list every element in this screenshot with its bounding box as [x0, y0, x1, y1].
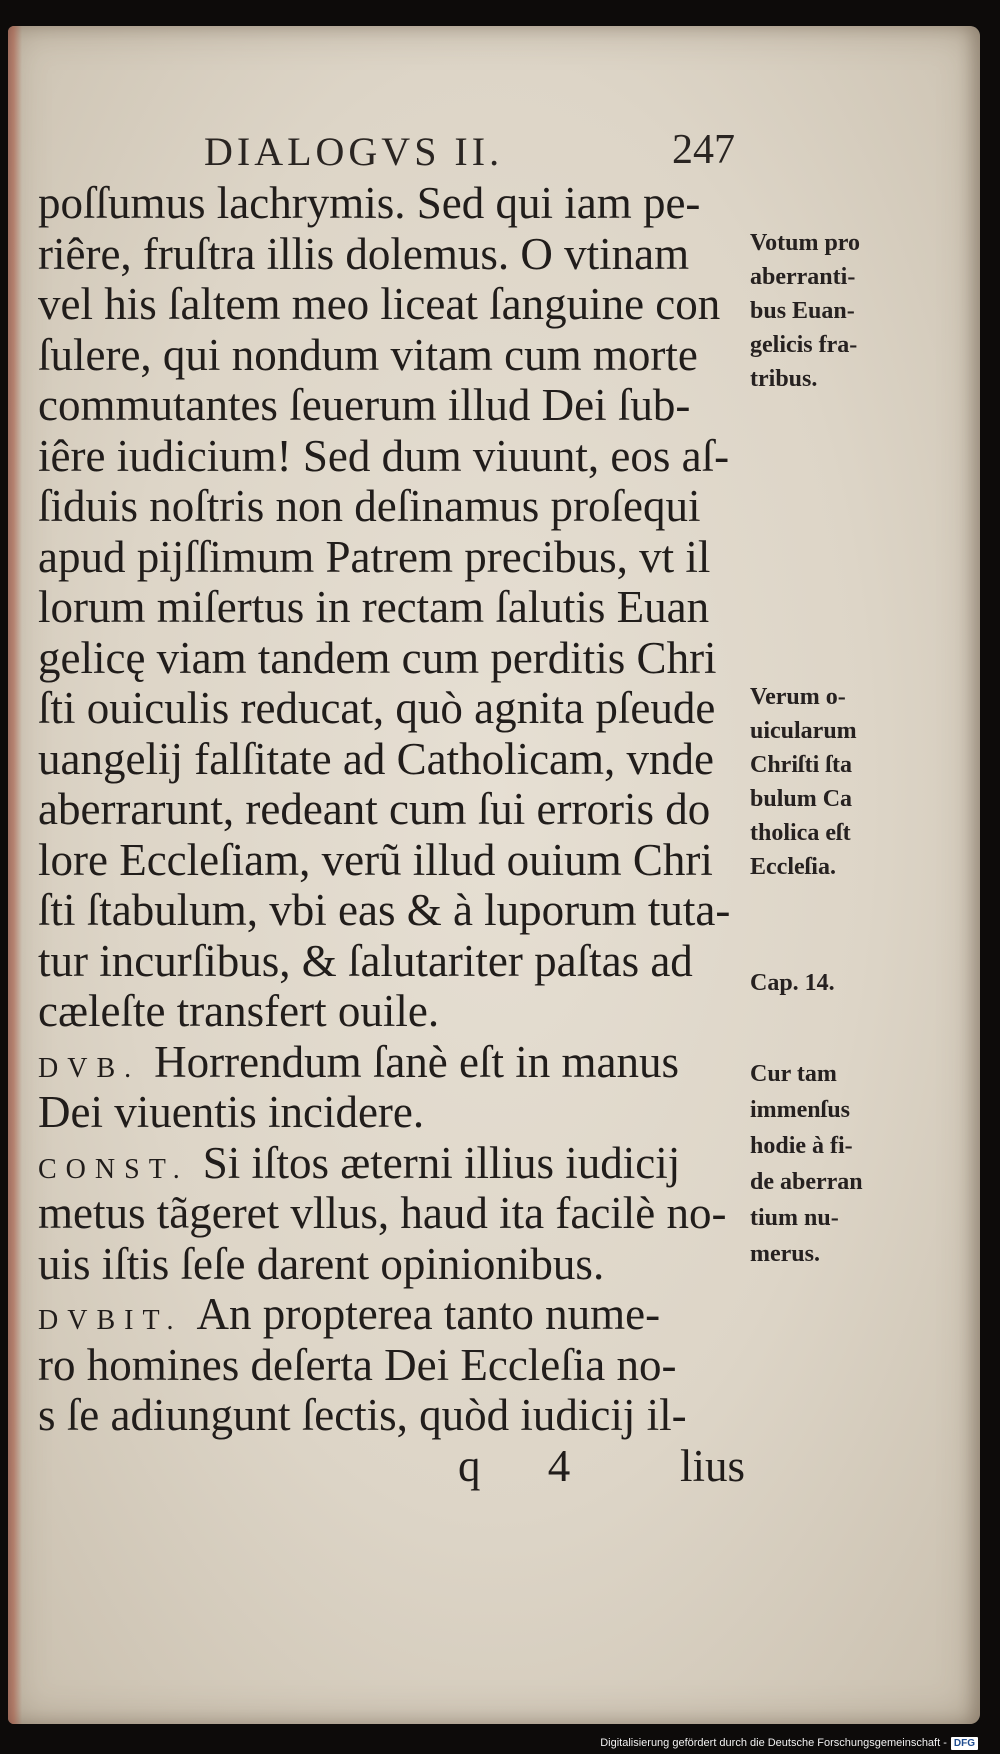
speaker-label: DVB. [38, 1052, 141, 1084]
margin-note-line: bulum Ca [750, 786, 853, 812]
text-line: tur incurſibus, & ſalutariter paſtas ad [38, 935, 693, 986]
text-line: cæleſte transfert ouile. [38, 986, 440, 1036]
margin-note-line: uicularum [750, 718, 857, 744]
book-page [8, 26, 980, 1724]
text-line: ſiduis noſtris non deſinamus proſequi [38, 481, 701, 531]
signature-mark: q 4 [458, 1440, 599, 1491]
text-line: vel his ſaltem meo liceat ſanguine con [38, 279, 721, 329]
text-line: uis iſtis ſeſe darent opinionibus. [38, 1238, 605, 1289]
text-line: metus tãgeret vllus, haud ita facilè no- [38, 1188, 727, 1238]
page-number: 247 [672, 127, 735, 173]
margin-note-line: bus Euan- [750, 298, 855, 324]
text-line: poſſumus lachrymis. Sed qui iam pe- [38, 178, 701, 228]
page-header [8, 128, 980, 178]
margin-note-line: hodie à fi- [750, 1133, 853, 1159]
margin-note-line: Eccleſia. [750, 854, 836, 880]
margin-note-votum [750, 226, 860, 396]
text-line: ſti ouiculis reducat, quò agnita pſeude [38, 683, 716, 733]
speech-text: An propterea tanto nume- [196, 1289, 661, 1339]
text-line: ſti ſtabulum, vbi eas & à luporum tuta- [38, 885, 731, 935]
text-line: s ſe adiungunt ſectis, quòd iudicij il- [38, 1390, 687, 1440]
margin-note-line: de aberran [750, 1169, 863, 1195]
margin-note-line: aberranti- [750, 264, 856, 290]
chapter-label: Cap. 14. [750, 970, 835, 996]
text-line: riêre, fruſtra illis dolemus. O vtinam [38, 228, 690, 279]
margin-note-line: immenſus [750, 1097, 851, 1123]
text-line: lorum miſertus in rectam ſalutis Euan [38, 582, 710, 632]
margin-note-chapter [750, 966, 835, 1000]
dialogue-line [38, 1289, 758, 1340]
digitization-credit [600, 1734, 978, 1752]
margin-note-line: Verum o- [750, 684, 846, 710]
text-line: Dei viuentis incidere. [38, 1087, 425, 1137]
text-line: gelicę viam tandem cum perditis Chri [38, 632, 717, 683]
text-line: aberrarunt, redeant cum ſui erroris do [38, 784, 711, 834]
main-text [38, 178, 758, 1491]
dialogue-line [38, 1037, 758, 1088]
speech-text: Si iſtos æterni illius iudicij [202, 1137, 681, 1188]
dialogue-line [38, 1138, 758, 1189]
text-line: uangelij falſitate ad Catholicam, vnde [38, 733, 715, 784]
speech-text: Horrendum ſanè eſt in manus [154, 1036, 679, 1087]
text-line: iêre iudicium! Sed dum viuunt, eos aſ- [38, 430, 730, 481]
margin-note-line: Cur tam [750, 1061, 837, 1087]
dfg-logo: DFG [951, 1737, 978, 1750]
speaker-label: CONST. [38, 1153, 189, 1185]
text-line: ſulere, qui nondum vitam cum morte [38, 329, 698, 380]
margin-note-line: tium nu- [750, 1205, 839, 1231]
text-line: apud pijſſimum Patrem precibus, vt il [38, 531, 711, 582]
page-edge-shadow [8, 26, 22, 1724]
page-footer-line [38, 1441, 758, 1492]
credit-text: Digitalisierung gefördert durch die Deutsche Forschungsgemeinschaft - [600, 1737, 947, 1749]
text-line: lore Eccleſiam, verũ illud ouium Chri [38, 834, 713, 885]
margin-note-line: merus. [750, 1241, 820, 1267]
margin-note-line: tribus. [750, 366, 818, 392]
margin-note-line: Votum pro [750, 230, 861, 256]
margin-note-verum [750, 680, 857, 884]
text-line: ro homines deſerta Dei Eccleſia no- [38, 1339, 677, 1390]
catchword: lius [680, 1440, 746, 1491]
text-line: commutantes ſeuerum illud Dei ſub- [38, 380, 691, 430]
margin-note-line: gelicis fra- [750, 332, 858, 358]
margin-note-line: tholica eſt [750, 820, 851, 846]
margin-note-line: Chriſti ſta [750, 752, 852, 778]
running-title: DIALOGVS II. [204, 129, 504, 174]
margin-note-cur-tam [750, 1056, 863, 1272]
speaker-label: DVBIT. [38, 1305, 183, 1336]
